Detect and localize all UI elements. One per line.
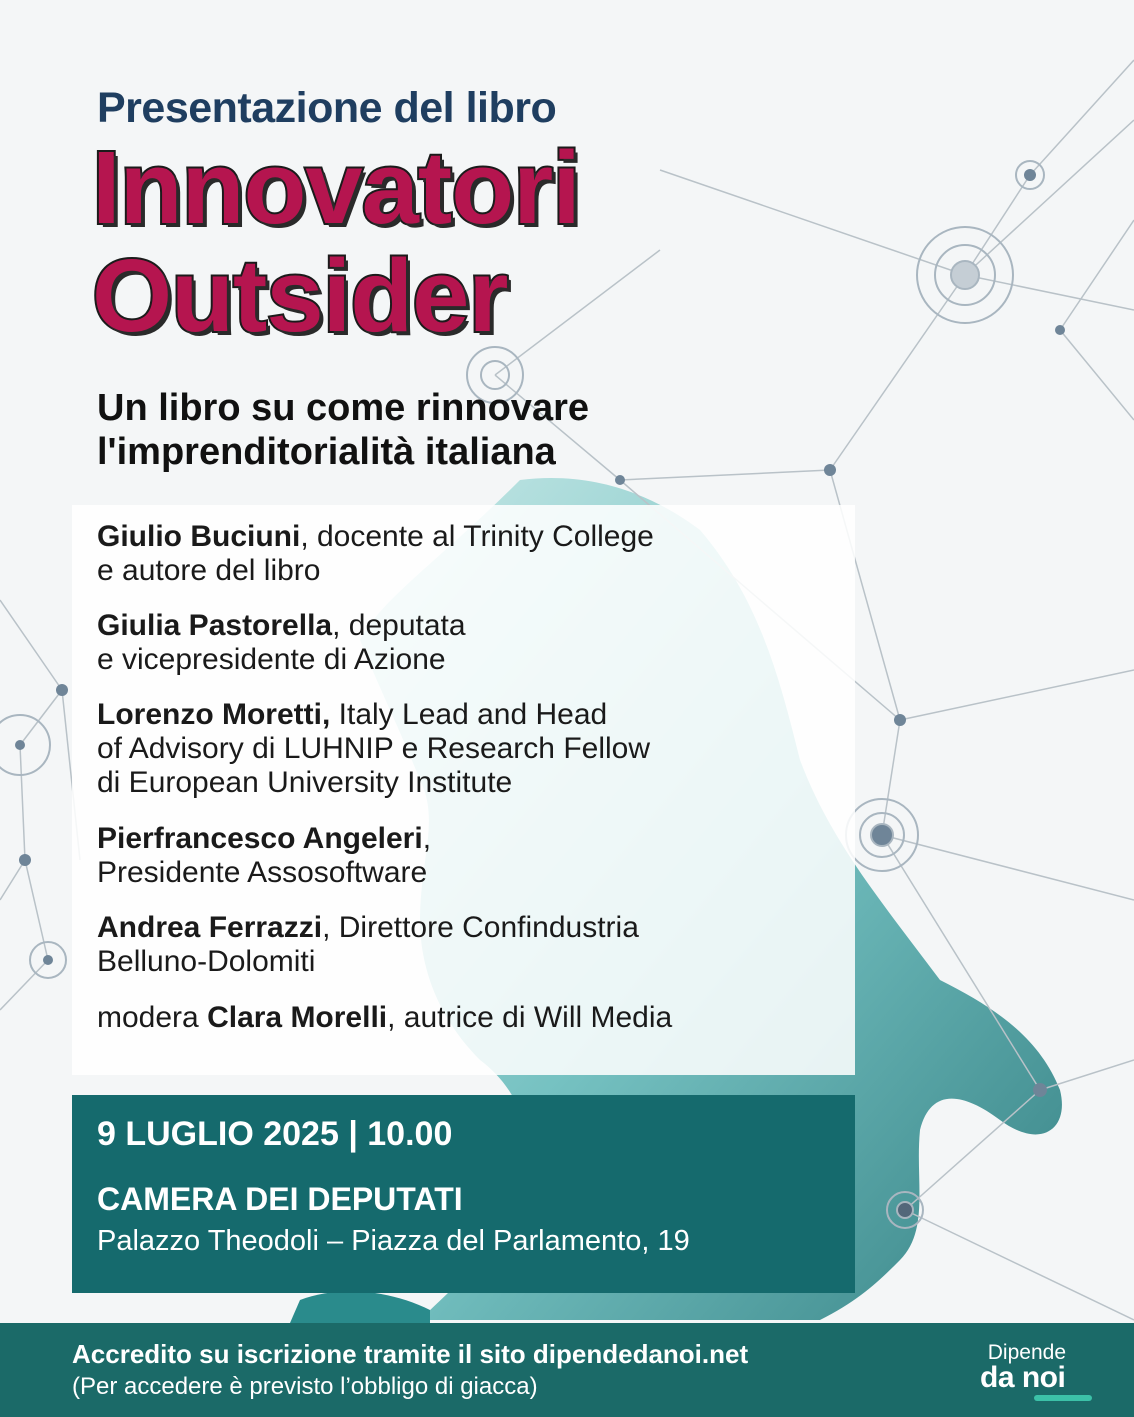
speaker-role: Italy Lead and Head bbox=[330, 698, 608, 731]
speaker-role: , docente al Trinity College bbox=[300, 520, 654, 553]
speaker-item bbox=[97, 520, 654, 588]
logo-text-bottom: da noi bbox=[980, 1361, 1066, 1394]
speaker-name: Lorenzo Moretti, bbox=[97, 698, 331, 731]
moderator-prefix: modera bbox=[97, 1001, 208, 1034]
footer-bar bbox=[0, 1323, 1134, 1417]
book-title-line-2: Outsider bbox=[92, 238, 508, 353]
speaker-name: Giulia Pastorella bbox=[97, 609, 333, 642]
speaker-role-cont: di European University Institute bbox=[97, 766, 513, 799]
moderator-name: Clara Morelli bbox=[207, 1001, 388, 1034]
speaker-role-cont: Presidente Assosoftware bbox=[97, 856, 428, 889]
event-date-time: 9 LUGLIO 2025 | 10.00 bbox=[97, 1115, 453, 1153]
speaker-item bbox=[97, 609, 466, 677]
dipende-da-noi-logo bbox=[976, 1341, 1096, 1405]
book-title bbox=[92, 130, 580, 353]
speaker-role-cont: of Advisory di LUHNIP e Research Fellow bbox=[97, 732, 651, 765]
speaker-role-cont: e autore del libro bbox=[97, 554, 321, 587]
logo-text-top: Dipende bbox=[987, 1341, 1066, 1364]
event-info-box bbox=[72, 1095, 855, 1293]
book-title-line-1: Innovatori bbox=[92, 130, 580, 245]
registration-note: Accredito su iscrizione tramite il sito dipendedanoi.net bbox=[72, 1339, 749, 1369]
speaker-name: Pierfrancesco Angeleri bbox=[97, 822, 423, 855]
speaker-name: Andrea Ferrazzi bbox=[97, 911, 323, 944]
speaker-role: , bbox=[422, 822, 432, 855]
speaker-name: Giulio Buciuni bbox=[97, 520, 301, 553]
subtitle-line-1: Un libro su come rinnovare bbox=[97, 387, 589, 429]
speaker-role: , Direttore Confindustria bbox=[322, 911, 639, 944]
speaker-item bbox=[97, 822, 431, 890]
subtitle bbox=[97, 386, 817, 474]
logo-underline bbox=[1034, 1395, 1092, 1401]
speaker-role-cont: Belluno-Dolomiti bbox=[97, 945, 316, 978]
dress-code-note: (Per accedere è previsto l’obbligo di giacca) bbox=[72, 1373, 538, 1400]
speakers-panel bbox=[72, 505, 855, 1075]
event-venue: CAMERA DEI DEPUTATI bbox=[97, 1181, 463, 1217]
event-address: Palazzo Theodoli – Piazza del Parlamento, 19 bbox=[97, 1225, 690, 1257]
speaker-role-cont: e vicepresidente di Azione bbox=[97, 643, 446, 676]
sicily-shape bbox=[290, 1291, 430, 1323]
speaker-item bbox=[97, 911, 639, 979]
pre-title: Presentazione del libro bbox=[97, 84, 557, 132]
speaker-item bbox=[97, 698, 650, 800]
moderator-role: , autrice di Will Media bbox=[387, 1001, 673, 1034]
subtitle-line-2: l'imprenditorialità italiana bbox=[97, 431, 556, 473]
moderator-item bbox=[97, 1001, 672, 1035]
speaker-role: , deputata bbox=[332, 609, 466, 642]
